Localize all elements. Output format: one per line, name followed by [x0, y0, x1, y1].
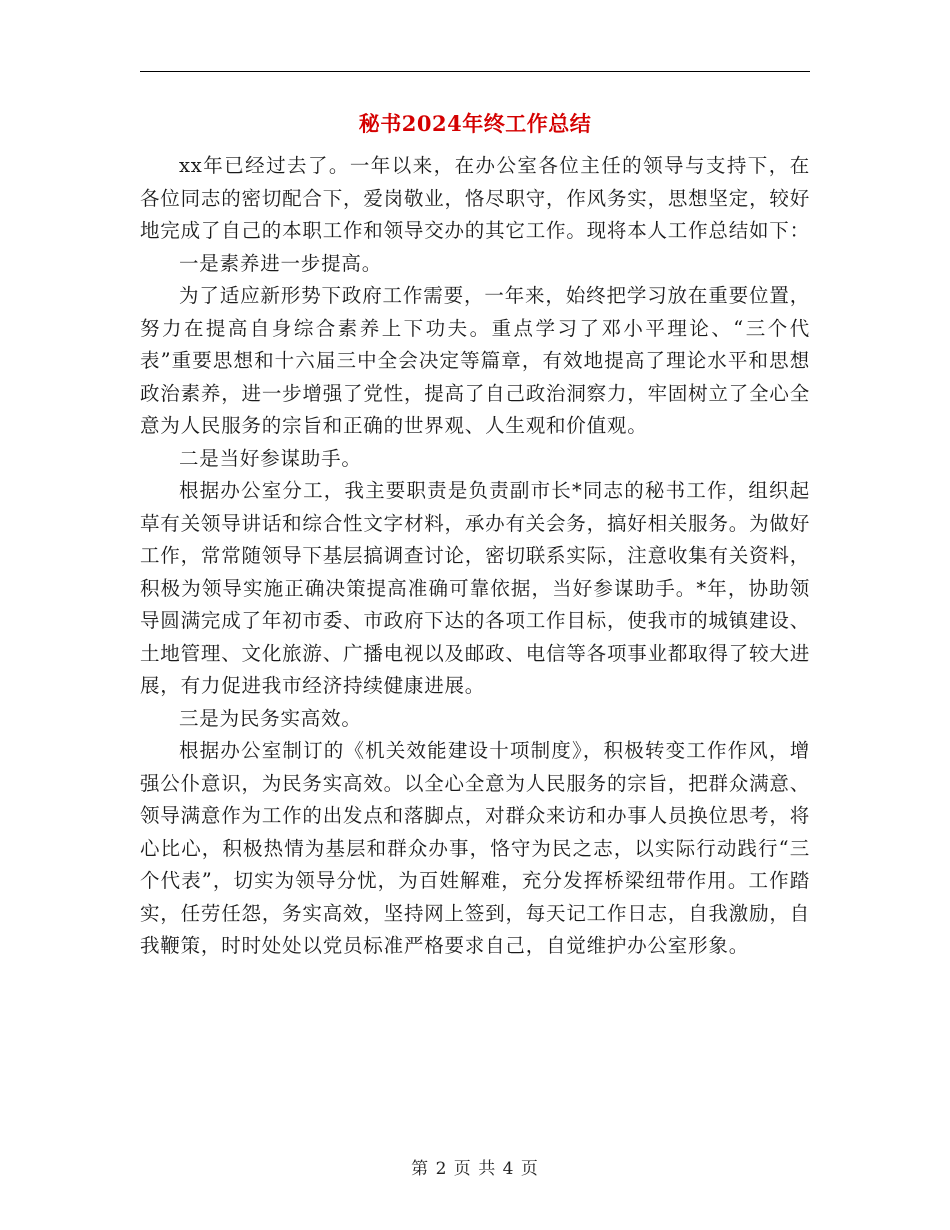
page-number: 第 2 页 共 4 页 [411, 1159, 539, 1179]
header-rule [140, 71, 810, 72]
section-heading-2: 二是当好参谋助手。 [179, 446, 362, 470]
document-body [140, 150, 810, 963]
paragraph-section-3: 根据办公室制订的《机关效能建设十项制度》，积极转变工作作风，增强公仆意识，为民务实高效。以全心全意为人民服务的宗旨，把群众满意、领导满意作为工作的出发点和落脚点，对群众来访和办事人员换位思考，将心比心，积极热情为基层和群众办事，恪守为民之志，以实际行动践行“三个代表”，切实为领导分忧，为百姓解难，充分发挥桥梁纽带作用。工作踏实，任劳任怨，务实高效，坚持网上签到，每天记工作日志，自我激励，自我鞭策，时时处处以党员标准严格要求自己，自觉维护办公室形象。 [140, 739, 810, 957]
section-heading-1: 一是素养进一步提高。 [179, 251, 383, 275]
section-heading-3: 三是为民务实高效。 [179, 706, 362, 730]
document-title: 秘书2024年终工作总结 [358, 111, 592, 136]
paragraph-section-2: 根据办公室分工，我主要职责是负责副市长*同志的秘书工作，组织起草有关领导讲话和综合性文字材料，承办有关会务，搞好相关服务。为做好工作，常常随领导下基层搞调查讨论，密切联系实际，注意收集有关资料，积极为领导实施正确决策提高准确可靠依据，当好参谋助手。*年，协助领导圆满完成了年初市委、市政府下达的各项工作目标，使我市的城镇建设、土地管理、文化旅游、广播电视以及邮政、电信等各项事业都取得了较大进展，有力促进我市经济持续健康进展。 [140, 479, 810, 697]
paragraph-intro: xx年已经过去了。一年以来，在办公室各位主任的领导与支持下，在各位同志的密切配合下，爱岗敬业，恪尽职守，作风务实，思想坚定，较好地完成了自己的本职工作和领导交办的其它工作。现将本人工作总结如下： [140, 154, 810, 242]
paragraph-section-1: 为了适应新形势下政府工作需要，一年来，始终把学习放在重要位置，努力在提高自身综合素养上下功夫。重点学习了邓小平理论、“三个代表”重要思想和十六届三中全会决定等篇章，有效地提高了理论水平和思想政治素养，进一步增强了党性，提高了自己政治洞察力，牢固树立了全心全意为人民服务的宗旨和正确的世界观、人生观和价值观。 [140, 284, 810, 437]
